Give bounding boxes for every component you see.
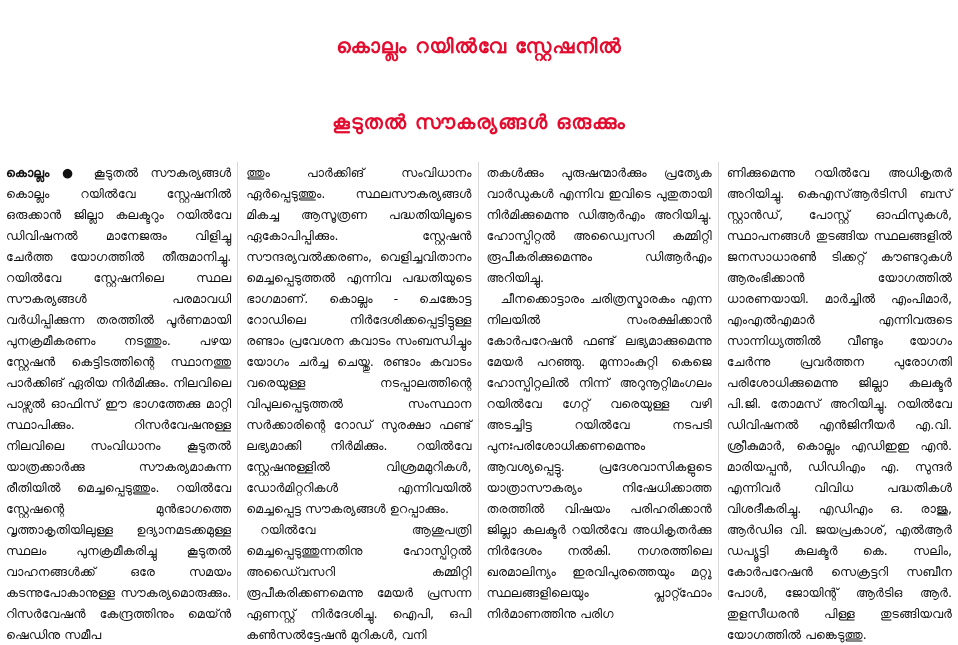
- headline-line-1: കൊല്ലം റയിൽവേ സ്റ്റേഷനിൽ: [336, 34, 622, 58]
- article-paragraph: [6, 162, 231, 645]
- article-column-2: [246, 162, 478, 642]
- article-paragraph: ചീനക്കൊട്ടാരം ചരിത്രസ്മാരകം എന്ന നിലയിൽ സംരക്ഷിക്കാൻ കോർപറേഷൻ ഫണ്ട് ലഭ്യമാക്കുമെന്നു മേയർ പറഞ്ഞു. മുന്നാംകുറ്റി കെജെ ഹോസ്പിറ്റലിൽ നിന്ന് അറുനൂറ്റിമംഗലം റയിൽവേ ഗേറ്റ് വരെയുള്ള വഴി അടച്ചിട്ട റയിൽവേ നടപടി പുനഃപരിശോധിക്കണമെന്നും ആവശ്യപ്പെട്ടു. പ്രദേശവാസികളുടെ യാത്രാസൗകര്യം നിഷേധിക്കാത്ത തരത്തിൽ വിഷയം പരിഹരിക്കാൻ ജില്ലാ കലക്ടർ റയിൽവേ അധികൃതർക്കു നിർദേശം നൽകി. നഗരത്തിലെ ഖരമാലിന്യം ഇരവിപുരത്തെയും മറ്റു സ്ഥലങ്ങളിലെയും പ്ലാറ്റ്ഫോം നിർമാണത്തിനു പരിഗ: [486, 291, 712, 621]
- article-paragraph: തകൾക്കും പുരുഷന്മാർക്കും പ്രത്യേക വാർഡുകൾ എന്നിവ ഇവിടെ പുതുതായി നിർമിക്കുമെന്നു ഡിആർഎം അറിയിച്ചു. ഹോസ്പിറ്റൽ അഡ്വൈസറി കമ്മിറ്റി രൂപീകരിക്കുമെന്നും ഡിആർഎം അറിയിച്ചു.: [486, 165, 712, 285]
- article-paragraph: ണിക്കുമെന്നു റയിൽവേ അധികൃതർ അറിയിച്ചു. കെഎസ്ആർടിസി ബസ് സ്റ്റാൻഡ്, പോസ്റ്റ് ഓഫിസുകൾ, സ്ഥാപനങ്ങൾ തുടങ്ങിയ സ്ഥലങ്ങളിൽ ജനസാധാരൺ ടിക്കറ്റ് കൗണ്ടറുകൾ ആരംഭിക്കാൻ യോഗത്തിൽ ധാരണയായി. മാർച്ചിൽ എംപിമാർ, എംഎൽഎമാർ എന്നിവരുടെ സാന്നിധ്യത്തിൽ വീണ്ടും യോഗം ചേർന്നു പ്രവർത്തന പുരോഗതി പരിശോധിക്കുമെന്നു ജില്ലാ കലക്ടർ പി.ജി. തോമസ് അറിയിച്ചു. റയിൽവേ ഡിവിഷനൽ എൻജിനീയർ എ.വി. ശ്രീകുമാർ, കൊല്ലം എഡിഇഇ എൻ. മാരിയപ്പൻ, ഡിഡിഎം എ. സുന്ദർ എന്നിവർ വിവിധ പദ്ധതികൾ വിശദീകരിച്ചു. എഡിഎം ഒ. രാജു, ആർഡിഒ വി. ജയപ്രകാശ്, എൽആർ ഡപ്യൂട്ടി കലക്ടർ കെ. സലിം, കോർപറേഷൻ സെക്രട്ടറി സബീന പോൾ, ജോയിന്റ് ആർടിഒ ആർ. തുളസീധരൻ പിള്ള തുടങ്ങിയവർ യോഗത്തിൽ പങ്കെടുത്തു.: [726, 165, 952, 642]
- dateline: കൊല്ലം ●: [6, 165, 82, 180]
- article-column-3: [486, 162, 719, 621]
- article-paragraph: ത്തും പാർക്കിങ് സംവിധാനം ഏർപ്പെടുത്തും. സ്ഥലസൗകര്യങ്ങൾ മികച്ച ആസൂത്രണ പദ്ധതിയിലൂടെ ഏകോപിപ്പിക്കും. സ്റ്റേഷൻ സൗന്ദര്യവൽക്കരണം, വെളിച്ചവിതാനം മെച്ചപ്പെടുത്തൽ എന്നിവ പദ്ധതിയുടെ ഭാഗമാണ്. കൊല്ലം - ചെങ്കോട്ട റോഡിലെ നിർദേശിക്കപ്പെട്ടിട്ടുള്ള രണ്ടാം പ്രവേശന കവാടം സംബന്ധിച്ചും യോഗം ചർച്ച ചെയ്തു. രണ്ടാം കവാടം വരെയുള്ള നടപ്പാലത്തിന്റെ വിപുലപ്പെടുത്തൽ സംസ്ഥാന സർക്കാരിന്റെ റോഡ് സുരക്ഷാ ഫണ്ട് ലഭ്യമാക്കി നിർമിക്കും. റയിൽവേ സ്റ്റേഷനുള്ളിൽ വിശ്രമമുറികൾ, ഡോർമിറ്ററികൾ എന്നിവയിൽ മെച്ചപ്പെട്ട സൗകര്യങ്ങൾ ഉറപ്പാക്കും.: [246, 165, 472, 516]
- paragraph-text: കൂടുതൽ സൗകര്യങ്ങൾ കൊല്ലം റയിൽവേ സ്റ്റേഷനിൽ ഒരുക്കാൻ ജില്ലാ കലക്ടറും റയിൽവേ ഡിവിഷനൽ മാനേജരും വിളിച്ചു ചേർത്ത യോഗത്തിൽ തീരുമാനിച്ചു. റയിൽവേ സ്റ്റേഷനിലെ സ്ഥല സൗകര്യങ്ങൾ പരമാവധി വർധിപ്പിക്കുന്ന തരത്തിൽ പൂർണമായി പുനക്രമീകരണം നടത്തും. പഴയ സ്റ്റേഷൻ കെട്ടിടത്തിന്റെ സ്ഥാനത്തു പാർക്കിങ് ഏരിയ നിർമിക്കും. നിലവിലെ പാഴ്സൽ ഓഫിസ് ഈ ഭാഗത്തേക്കു മാറ്റി സ്ഥാപിക്കും. റിസർവേഷനുള്ള നിലവിലെ സംവിധാനം കൂടുതൽ യാത്രക്കാർക്കു സൗകര്യമാകുന്ന രീതിയിൽ മെച്ചപ്പെടുത്തും. റയിൽവേ സ്റ്റേഷന്റെ മുൻഭാഗത്തെ വൃത്താകൃതിയിലുള്ള ഉദ്യാനമടക്കമുള്ള സ്ഥലം പുനക്രമീകരിച്ചു കൂടുതൽ വാഹനങ്ങൾക്ക് ഒരേ സമയം കടന്നുപോകാനുള്ള സൗകര്യമൊരുക്കും. റിസർവേഷൻ കേന്ദ്രത്തിനും മെയ്ൻ ഷെഡിനു സമീപ: [6, 165, 232, 642]
- article-paragraph: റയിൽവേ ആശുപത്രി മെച്ചപ്പെടുത്തുന്നതിനു ഹോസ്പിറ്റൽ അഡൈ്വസറി കമ്മിറ്റി രൂപീകരിക്കണമെന്നു മേയർ പ്രസന്ന ഏണസ്റ്റ് നിർദേശിച്ചു. ഐപി, ഒപി കൺസൽട്ടേഷൻ മുറികൾ, വനി: [246, 522, 472, 642]
- article-column-1: [6, 162, 238, 642]
- headline-line-2: കൂടുതൽ സൗകര്യങ്ങൾ ഒരുക്കും: [332, 110, 626, 134]
- article-column-4: [726, 162, 952, 642]
- article-body: [6, 162, 952, 642]
